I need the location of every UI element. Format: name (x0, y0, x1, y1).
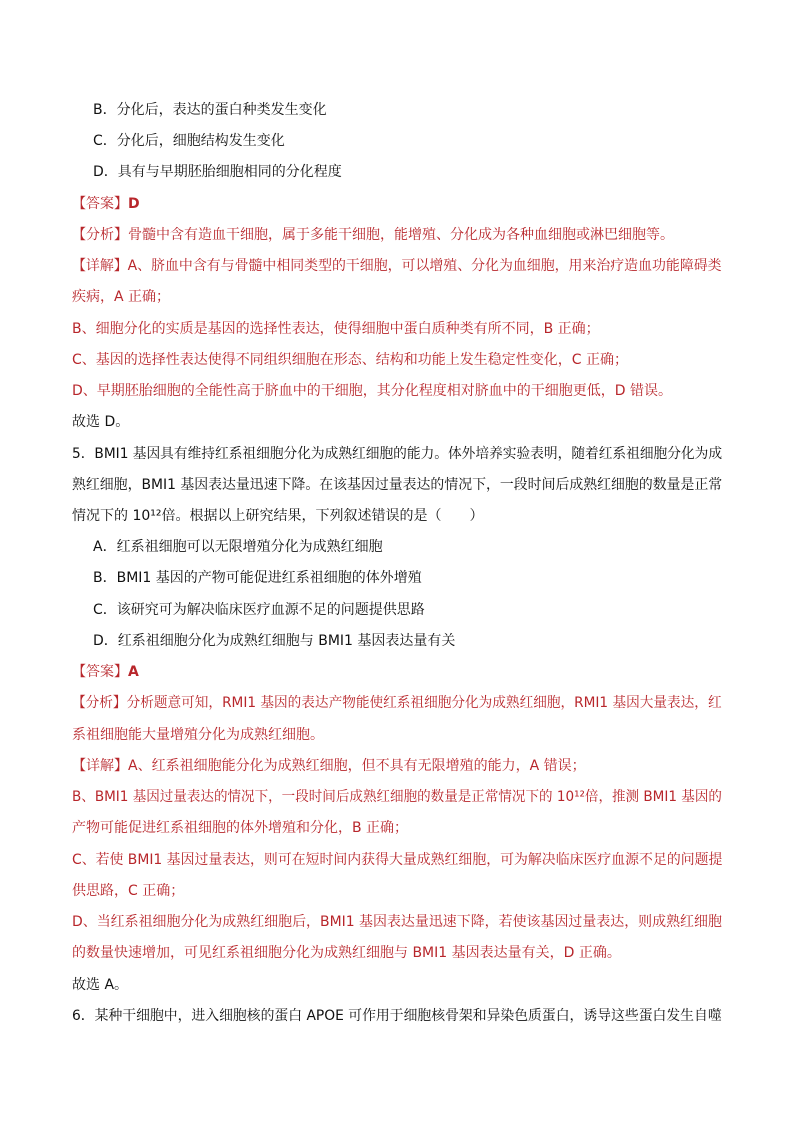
q4-option-c: C．分化后，细胞结构发生变化 (93, 133, 285, 149)
q4-option-b: B．分化后，表达的蛋白种类发生变化 (93, 102, 327, 118)
detail-c-line2: 供思路，C 正确； (72, 883, 185, 899)
analysis-label: 【分析】 (72, 227, 128, 243)
q5-analysis (72, 693, 722, 713)
analysis-text: 骨髓中含有造血干细胞，属于多能干细胞，能增殖、分化成为各种血细胞或淋巴细胞等。 (128, 227, 674, 243)
q5-detail (72, 756, 586, 776)
detail-a-line2: 疾病，A 正确； (72, 289, 171, 305)
detail-label: 【详解】 (72, 258, 128, 274)
detail-c: C、基因的选择性表达使得不同组织细胞在形态、结构和功能上发生稳定性变化，C 正确； (72, 352, 628, 368)
q4-option-d: D．具有与早期胚胎细胞相同的分化程度 (93, 164, 342, 180)
analysis-label: 【分析】 (72, 695, 127, 711)
q5-option-a: A．红系祖细胞可以无限增殖分化为成熟红细胞 (93, 539, 383, 555)
detail-d: D、早期胚胎细胞的全能性高于脐血中的干细胞，其分化程度相对脐血中的干细胞更低，D 错误。 (72, 383, 673, 399)
q6-stem-line1: 6．某种干细胞中，进入细胞核的蛋白 APOE 可作用于细胞核骨架和异染色质蛋白，诱导这些蛋白发生自噬 (72, 1008, 722, 1024)
q4-choose: 故选 D。 (72, 414, 130, 430)
q5-option-c: C．该研究可为解决临床医疗血源不足的问题提供思路 (93, 602, 425, 618)
detail-label: 【详解】 (72, 758, 128, 774)
answer-label: 【答案】 (72, 664, 128, 680)
detail-c-line1: C、若使 BMI1 基因过量表达，则可在短时间内获得大量成熟红细胞，可为解决临床医疗血源不足的问题提 (72, 852, 723, 868)
q4-detail (72, 256, 722, 276)
q5-stem-line3: 情况下的 10¹²倍。根据以上研究结果，下列叙述错误的是（ ） (72, 508, 484, 524)
q5-option-d: D．红系祖细胞分化为成熟红细胞与 BMI1 基因表达量有关 (93, 633, 456, 649)
detail-d-line2: 的数量快速增加，可见红系祖细胞分化为成熟红细胞与 BMI1 基因表达量有关，D 正确。 (72, 945, 621, 961)
analysis-line2: 系祖细胞能大量增殖分化为成熟红细胞。 (72, 727, 324, 743)
detail-b: B、细胞分化的实质是基因的选择性表达，使得细胞中蛋白质种类有所不同，B 正确； (72, 321, 600, 337)
answer-value: D (128, 196, 140, 212)
q4-analysis (72, 225, 674, 245)
detail-a: A、红系祖细胞能分化为成熟红细胞，但不具有无限增殖的能力，A 错误； (128, 758, 586, 774)
answer-label: 【答案】 (72, 196, 128, 212)
q5-option-b: B．BMI1 基因的产物可能促进红系祖细胞的体外增殖 (93, 570, 422, 586)
q4-answer (72, 194, 140, 214)
detail-d-line1: D、当红系祖细胞分化为成熟红细胞后，BMI1 基因表达量迅速下降，若使该基因过量表达，则成熟红细胞 (72, 914, 722, 930)
q5-stem-line1: 5．BMI1 基因具有维持红系祖细胞分化为成熟红细胞的能力。体外培养实验表明，随着红系祖细胞分化为成 (72, 446, 723, 462)
analysis-line1: 分析题意可知，RMI1 基因的表达产物能使红系祖细胞分化为成熟红细胞，RMI1 基因大量表达，红 (126, 695, 722, 711)
q5-stem-line2: 熟红细胞，BMI1 基因表达量迅速下降。在该基因过量表达的情况下，一段时间后成熟红细胞的数量是正常 (72, 477, 723, 493)
q5-answer (72, 662, 139, 682)
answer-value: A (128, 664, 139, 680)
q5-choose: 故选 A。 (72, 977, 129, 993)
detail-b-line1: B、BMI1 基因过量表达的情况下，一段时间后成熟红细胞的数量是正常情况下的 10¹²倍，推测 BMI1 基因的 (72, 789, 722, 805)
detail-a-line1: A、脐血中含有与骨髓中相同类型的干细胞，可以增殖、分化为血细胞，用来治疗造血功能障碍类 (127, 258, 722, 274)
detail-b-line2: 产物可能促进红系祖细胞的体外增殖和分化，B 正确； (72, 820, 409, 836)
